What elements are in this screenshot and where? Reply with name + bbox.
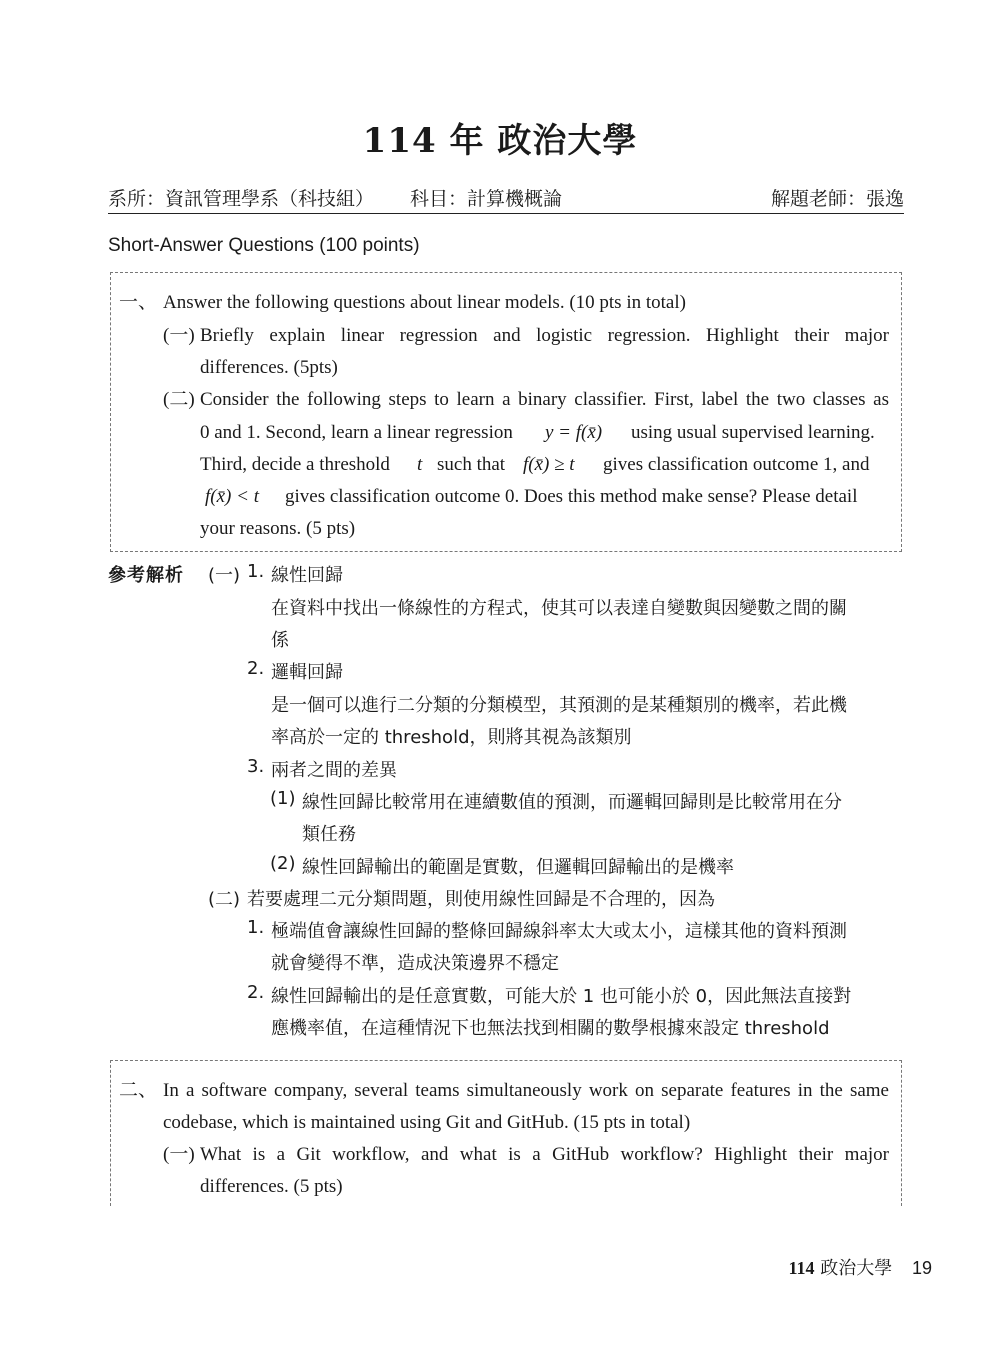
question-1-part-2-line-4b: gives classification outcome 0. Does this method make sense? Please detail (285, 486, 858, 507)
question-1-part-1-line-2: differences. (5pts) (200, 357, 338, 378)
question-1-part-1-number: (一) (163, 325, 195, 346)
question-1-part-2-line-3c: gives classification outcome 1, and (603, 454, 870, 475)
footer-school: 政治大學 (820, 1258, 893, 1279)
answer-item-1-line-1: 在資料中找出一條線性的方程式，使其可以表達自變數與因變數之間的關 (271, 598, 847, 619)
question-1-part-2-number: (二) (163, 389, 195, 410)
question-1-part-2-line-3a: Third, decide a threshold (200, 454, 390, 475)
question-2-line-1: In a software company, several teams simultaneously work on separate features in the same (163, 1080, 889, 1101)
teacher-label: 解題老師：張逸 (770, 188, 904, 210)
answer-part-2-item-2-number: 2. (247, 982, 265, 1003)
equation-t: t (417, 454, 423, 475)
answer-item-2-line-1: 是一個可以進行二分類的分類模型，其預測的是某種類別的機率，若此機 (271, 695, 847, 716)
answer-item-1-line-2: 係 (271, 630, 289, 651)
question-2-part-1-line-1: What is a Git workflow, and what is a GitHub workflow? Highlight their major (200, 1144, 889, 1165)
answer-item-2-line-2: 率高於一定的 threshold，則將其視為該類別 (271, 727, 632, 748)
section-title: Short-Answer Questions (100 points) (108, 235, 420, 256)
answer-item-3a-line-2: 類任務 (302, 824, 356, 845)
footer-year: 114 (788, 1258, 815, 1278)
answer-item-1-title: 線性回歸 (271, 565, 343, 586)
equation-f-x-geq-t: f(x̄) ≥ t (523, 454, 575, 475)
answer-item-3-number: 3. (247, 756, 265, 777)
answer-part-2-item-1-line-2: 就會變得不準，造成決策邊界不穩定 (271, 953, 559, 974)
question-2-part-1-number: (一) (163, 1144, 195, 1165)
answer-item-3b-number: (2) (270, 853, 296, 874)
answer-item-2-number: 2. (247, 658, 265, 679)
equation-y-equals-f-x: y = f(x̄) (545, 422, 603, 443)
question-1-part-1-line-1: Briefly explain linear regression and logistic regression. Highlight their major (200, 325, 889, 346)
header-divider (108, 213, 904, 214)
answer-item-3a-line-1: 線性回歸比較常用在連續數值的預測，而邏輯回歸則是比較常用在分 (302, 792, 842, 813)
department-label: 系所：資訊管理學系（科技組） (108, 188, 375, 210)
answer-label: 參考解析 (108, 565, 184, 586)
question-2-box (110, 1060, 902, 1206)
subject-label: 科目：計算機概論 (410, 188, 563, 210)
answer-item-2-title: 邏輯回歸 (271, 662, 343, 683)
answer-part-2-item-1-number: 1. (247, 917, 265, 938)
page-footer (788, 1254, 932, 1280)
answer-part-2-item-1-line-1: 極端值會讓線性回歸的整條回歸線斜率太大或太小，這樣其他的資料預測 (271, 921, 847, 942)
question-1-part-2-line-5: your reasons. (5 pts) (200, 518, 356, 539)
answer-item-3b-line-1: 線性回歸輸出的範圍是實數，但邏輯回歸輸出的是機率 (302, 857, 734, 878)
page-title: 114 年 政治大學 (362, 121, 638, 161)
question-2-part-1-line-2: differences. (5 pts) (200, 1176, 343, 1197)
answer-part-1-number: (一) (208, 565, 241, 586)
answer-part-2-item-2-line-2: 應機率值，在這種情況下也無法找到相關的數學根據來設定 threshold (271, 1018, 830, 1039)
answer-item-3-title: 兩者之間的差異 (271, 760, 397, 781)
question-1-part-2-line-1: Consider the following steps to learn a binary classifier. First, label the two classes as (200, 389, 889, 410)
question-1-box (110, 272, 902, 552)
question-1-part-2-line-2b: using usual supervised learning. (631, 422, 875, 443)
question-1-part-2-line-2a: 0 and 1. Second, learn a linear regression (200, 422, 513, 443)
answer-item-3a-number: (1) (270, 788, 296, 809)
answer-part-2-item-2-line-1: 線性回歸輸出的是任意實數，可能大於 1 也可能小於 0，因此無法直接對 (271, 986, 852, 1007)
answer-item-1-number: 1. (247, 561, 265, 582)
page-number: 19 (911, 1258, 932, 1278)
question-1-part-2-line-3b: such that (437, 454, 506, 475)
question-1-stem: Answer the following questions about linear models. (10 pts in total) (163, 292, 686, 313)
question-2-number: 二、 (119, 1080, 158, 1101)
answer-part-2-intro: 若要處理二元分類問題，則使用線性回歸是不合理的，因為 (247, 889, 715, 910)
question-2-line-2: codebase, which is maintained using Git and GitHub. (15 pts in total) (163, 1112, 691, 1133)
question-1-number: 一、 (119, 292, 158, 313)
equation-f-x-lt-t: f(x̄) < t (205, 486, 259, 507)
answer-part-2-number: (二) (208, 889, 241, 910)
